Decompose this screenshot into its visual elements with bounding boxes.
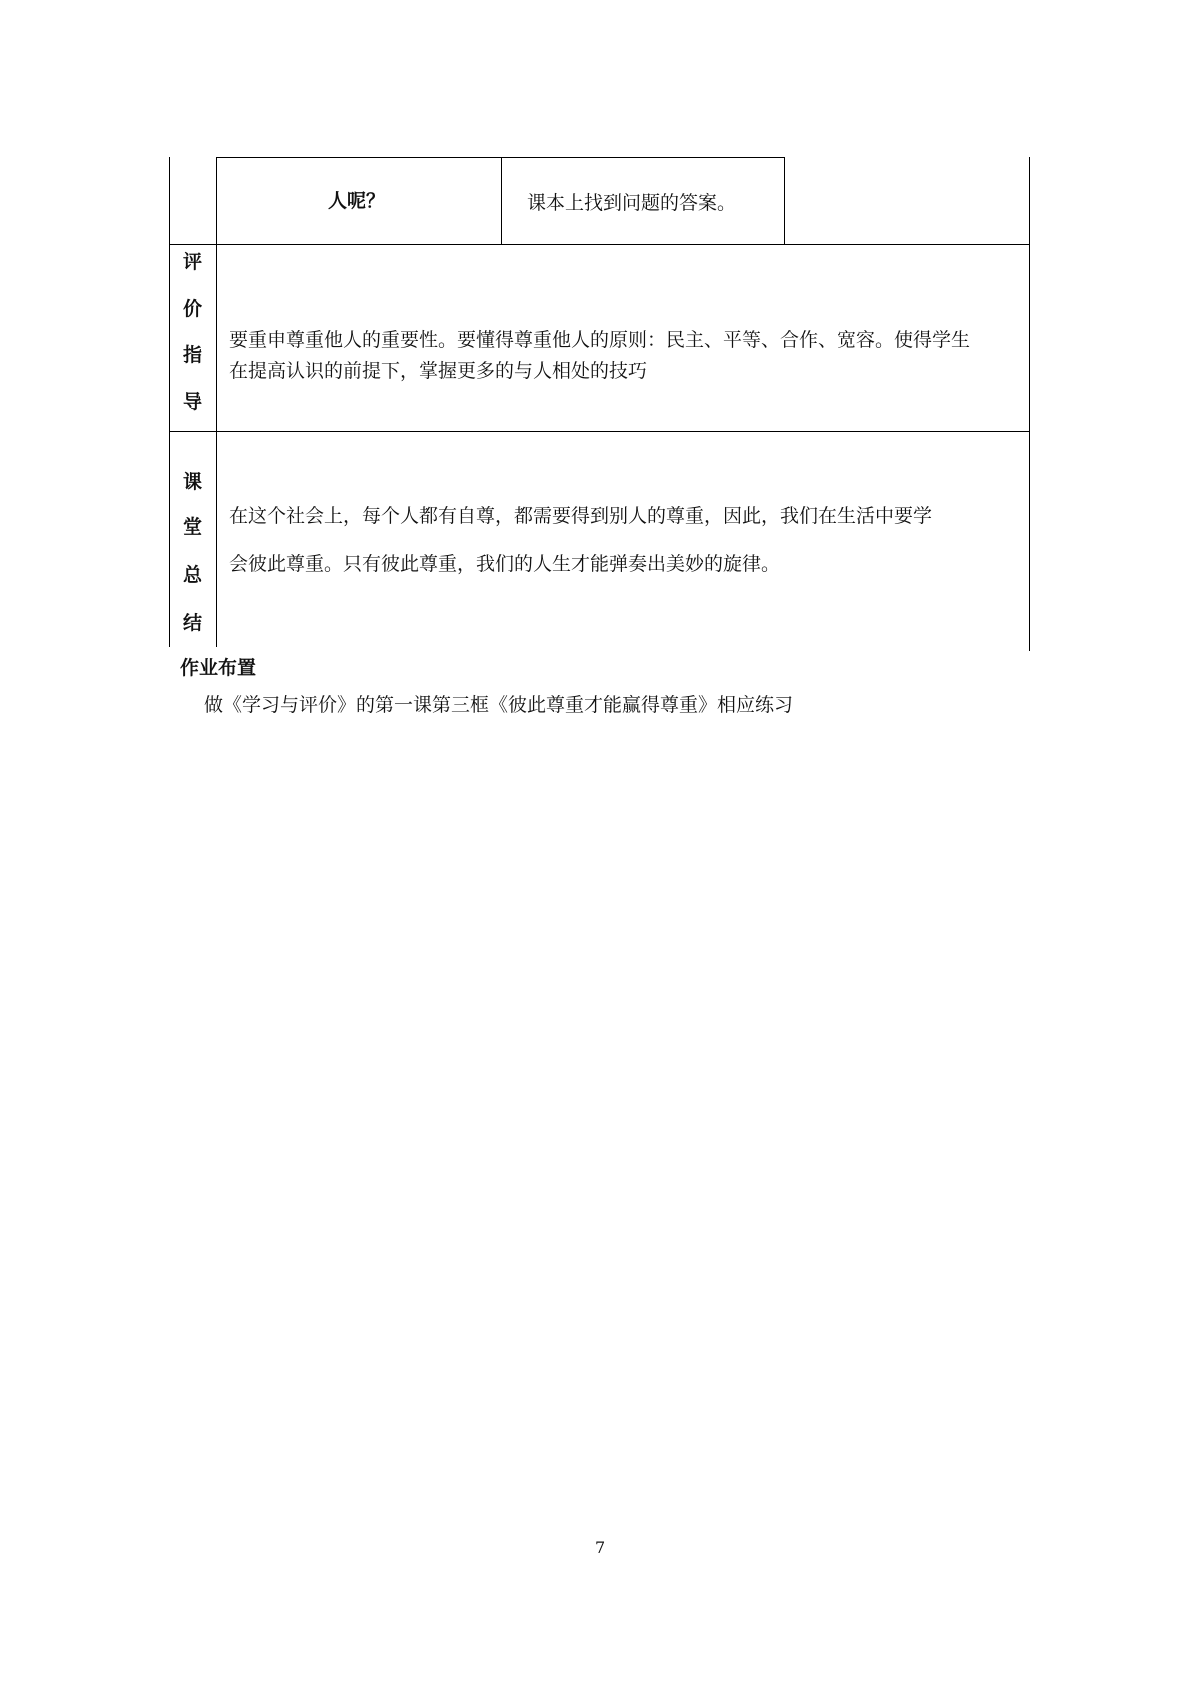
homework-heading: 作业布置	[180, 657, 257, 679]
evaluation-line: 要重申尊重他人的重要性。要懂得尊重他人的原则：民主、平等、合作、宽容。使得学生	[229, 329, 971, 351]
answer-cell-text: 课本上找到问题的答案。	[527, 192, 737, 214]
row1-bottom-border	[169, 244, 1030, 245]
table-left-border	[169, 157, 170, 647]
summary-label-char: 结	[183, 612, 203, 634]
evaluation-line: 在提高认识的前提下，掌握更多的与人相处的技巧	[229, 360, 648, 382]
evaluation-label-char: 指	[183, 344, 203, 366]
evaluation-label-char: 评	[183, 251, 203, 273]
page-number: 7	[595, 1538, 606, 1557]
table-right-border	[1029, 157, 1030, 651]
evaluation-label-char: 导	[183, 391, 203, 413]
question-cell-text: 人呢？	[328, 190, 386, 212]
summary-label-char: 课	[183, 471, 203, 493]
summary-line: 会彼此尊重。只有彼此尊重，我们的人生才能弹奏出美妙的旋律。	[229, 553, 781, 575]
summary-label-char: 堂	[183, 516, 203, 538]
summary-label-char: 总	[183, 564, 203, 586]
label-column-divider	[216, 157, 217, 647]
row1-mid-divider	[501, 157, 502, 244]
row2-bottom-border	[169, 431, 1030, 432]
evaluation-label-char: 价	[183, 298, 203, 320]
homework-body: 做《学习与评价》的第一课第三框《彼此尊重才能赢得尊重》相应练习	[204, 694, 794, 716]
row1-right-divider	[784, 157, 785, 244]
summary-line: 在这个社会上，每个人都有自尊，都需要得到别人的尊重，因此，我们在生活中要学	[229, 505, 933, 527]
